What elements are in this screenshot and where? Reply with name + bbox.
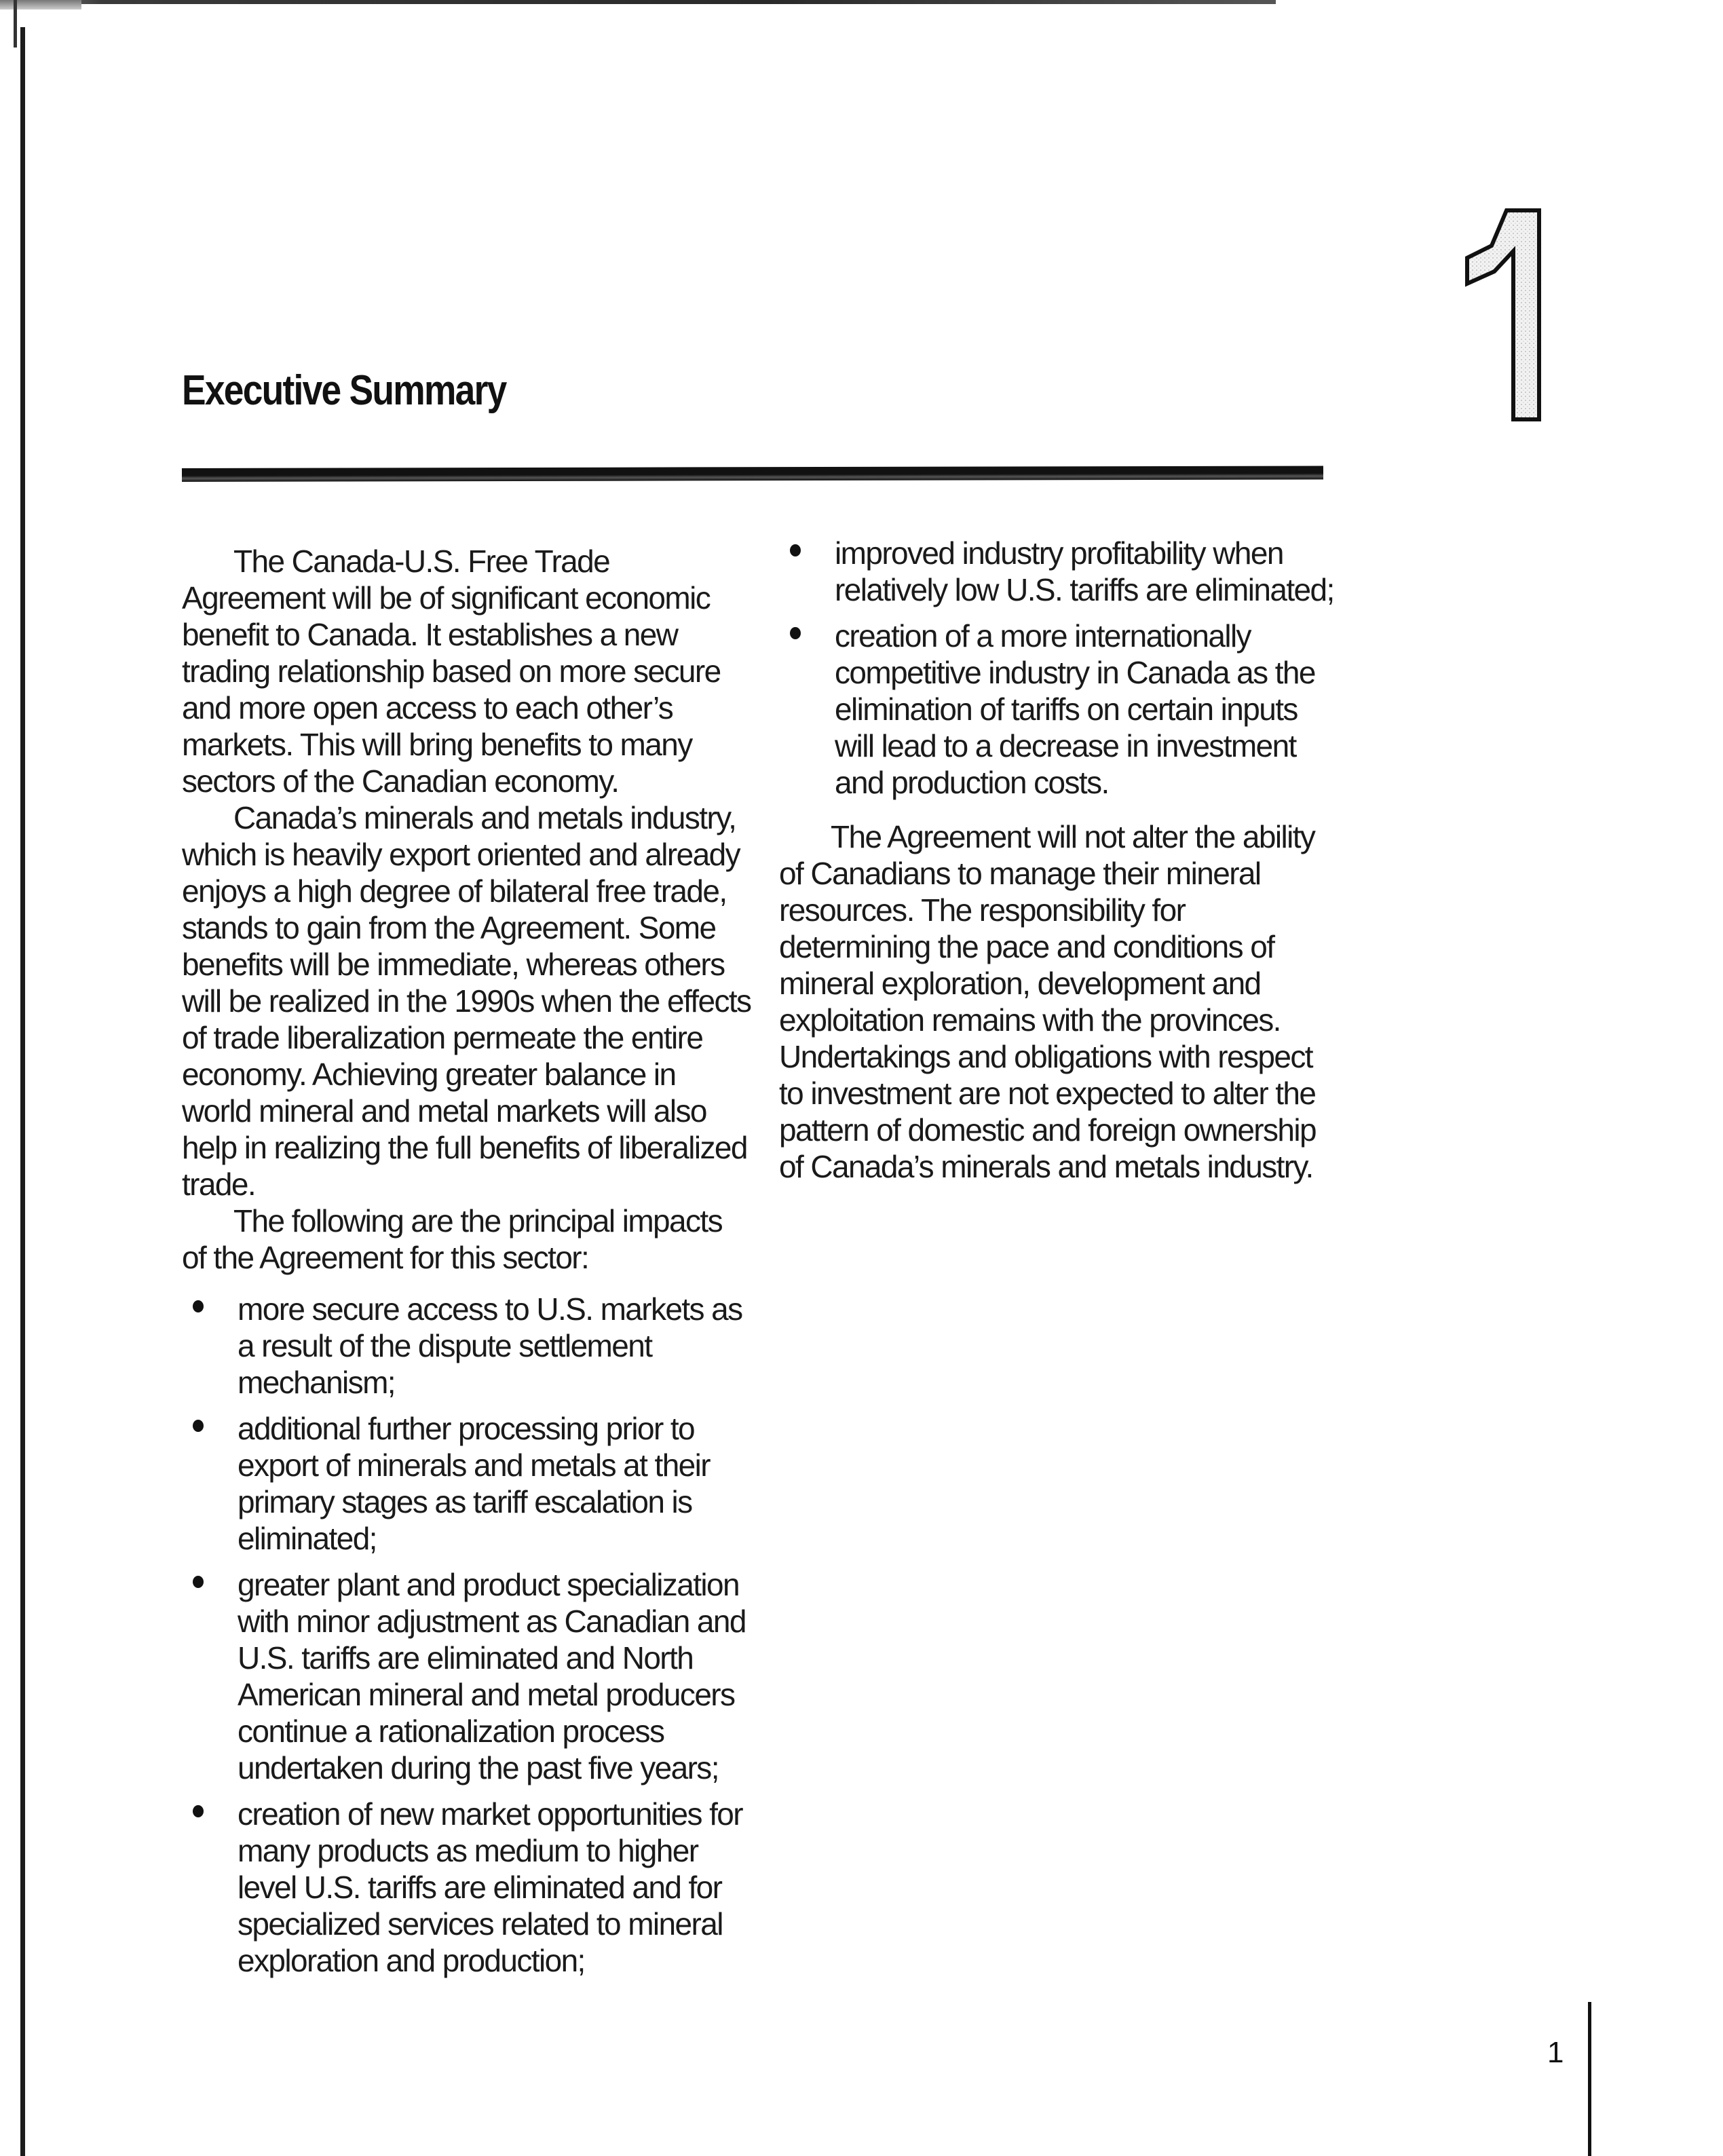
list-item-text: more secure access to U.S. markets as a result of the dispute settlement mechanism;	[238, 1291, 742, 1400]
list-item-text: improved industry profitability when relatively low U.S. tariffs are eliminated;	[835, 535, 1334, 607]
scan-corner	[0, 0, 81, 10]
paragraph: Canada’s minerals and metals industry, which is heavily export oriented and already enjoys a high degree of bilateral free trade, stands to gain from the Agreement. Some benefits will be immediate, whereas others will be realized in the 1990s when the effects of trade liberalization permeate the entire economy. Achieving greater balance in world mineral and metal markets will also help in realizing the full benefits of liberalized trade.	[182, 800, 751, 1202]
list-item-text: creation of new market opportunities for many products as medium to higher level U.S. tariffs are eliminated and for specialized services related to mineral exploration and production;	[238, 1796, 742, 1978]
bullet-icon	[790, 544, 801, 556]
paragraph: The following are the principal impacts of the Agreement for this sector:	[182, 1203, 722, 1275]
paragraph: The Agreement will not alter the ability of Canadians to manage their mineral resources. The responsibility for determining the pace and conditions of mineral exploration, development and exploitation remains with the provinces. Undertakings and obligations with respect to investment are not expected to alter the pattern of domestic and foreign ownership of Canada’s minerals and metals industry.	[779, 819, 1317, 1184]
impacts-list-continued	[779, 535, 1336, 801]
page-edge-mark	[1588, 2002, 1591, 2156]
list-item-text: additional further processing prior to export of minerals and metals at their primary stages as tariff escalation is eliminated;	[238, 1411, 710, 1556]
list-item	[182, 1796, 752, 1979]
bullet-icon	[193, 1805, 204, 1817]
binding-edge	[20, 27, 25, 2156]
paragraph: The Canada-U.S. Free Trade Agreement will be of significant economic benefit to Canada. It establishes a new trading relationship based on more secure and more open access to each other’s markets. This will bring benefits to many sectors of the Canadian economy.	[182, 544, 721, 799]
chapter-number	[1459, 204, 1574, 434]
scan-edge-corner	[14, 0, 17, 48]
title-rule	[182, 466, 1323, 482]
page-number: 1	[1547, 2036, 1564, 2069]
list-item	[182, 1410, 752, 1557]
list-item-text: greater plant and product specialization with minor adjustment as Canadian and U.S. tariffs are eliminated and North American mineral and metal producers continue a rationalization process undertaken during the past five years;	[238, 1567, 746, 1785]
bullet-icon	[193, 1420, 204, 1432]
bullet-icon	[790, 627, 801, 639]
left-column	[182, 543, 752, 1988]
impacts-list	[182, 1291, 752, 1979]
bullet-icon	[193, 1576, 204, 1588]
list-item	[779, 535, 1336, 608]
right-column	[779, 535, 1336, 1185]
bullet-icon	[193, 1300, 204, 1312]
list-item	[182, 1291, 752, 1401]
list-item	[779, 618, 1336, 801]
scan-edge-top	[0, 0, 1276, 4]
list-item-text: creation of a more internationally competitive industry in Canada as the elimination of tariffs on certain inputs will lead to a decrease in investment and production costs.	[835, 618, 1315, 800]
list-item	[182, 1566, 752, 1786]
page-title: Executive Summary	[182, 367, 506, 414]
